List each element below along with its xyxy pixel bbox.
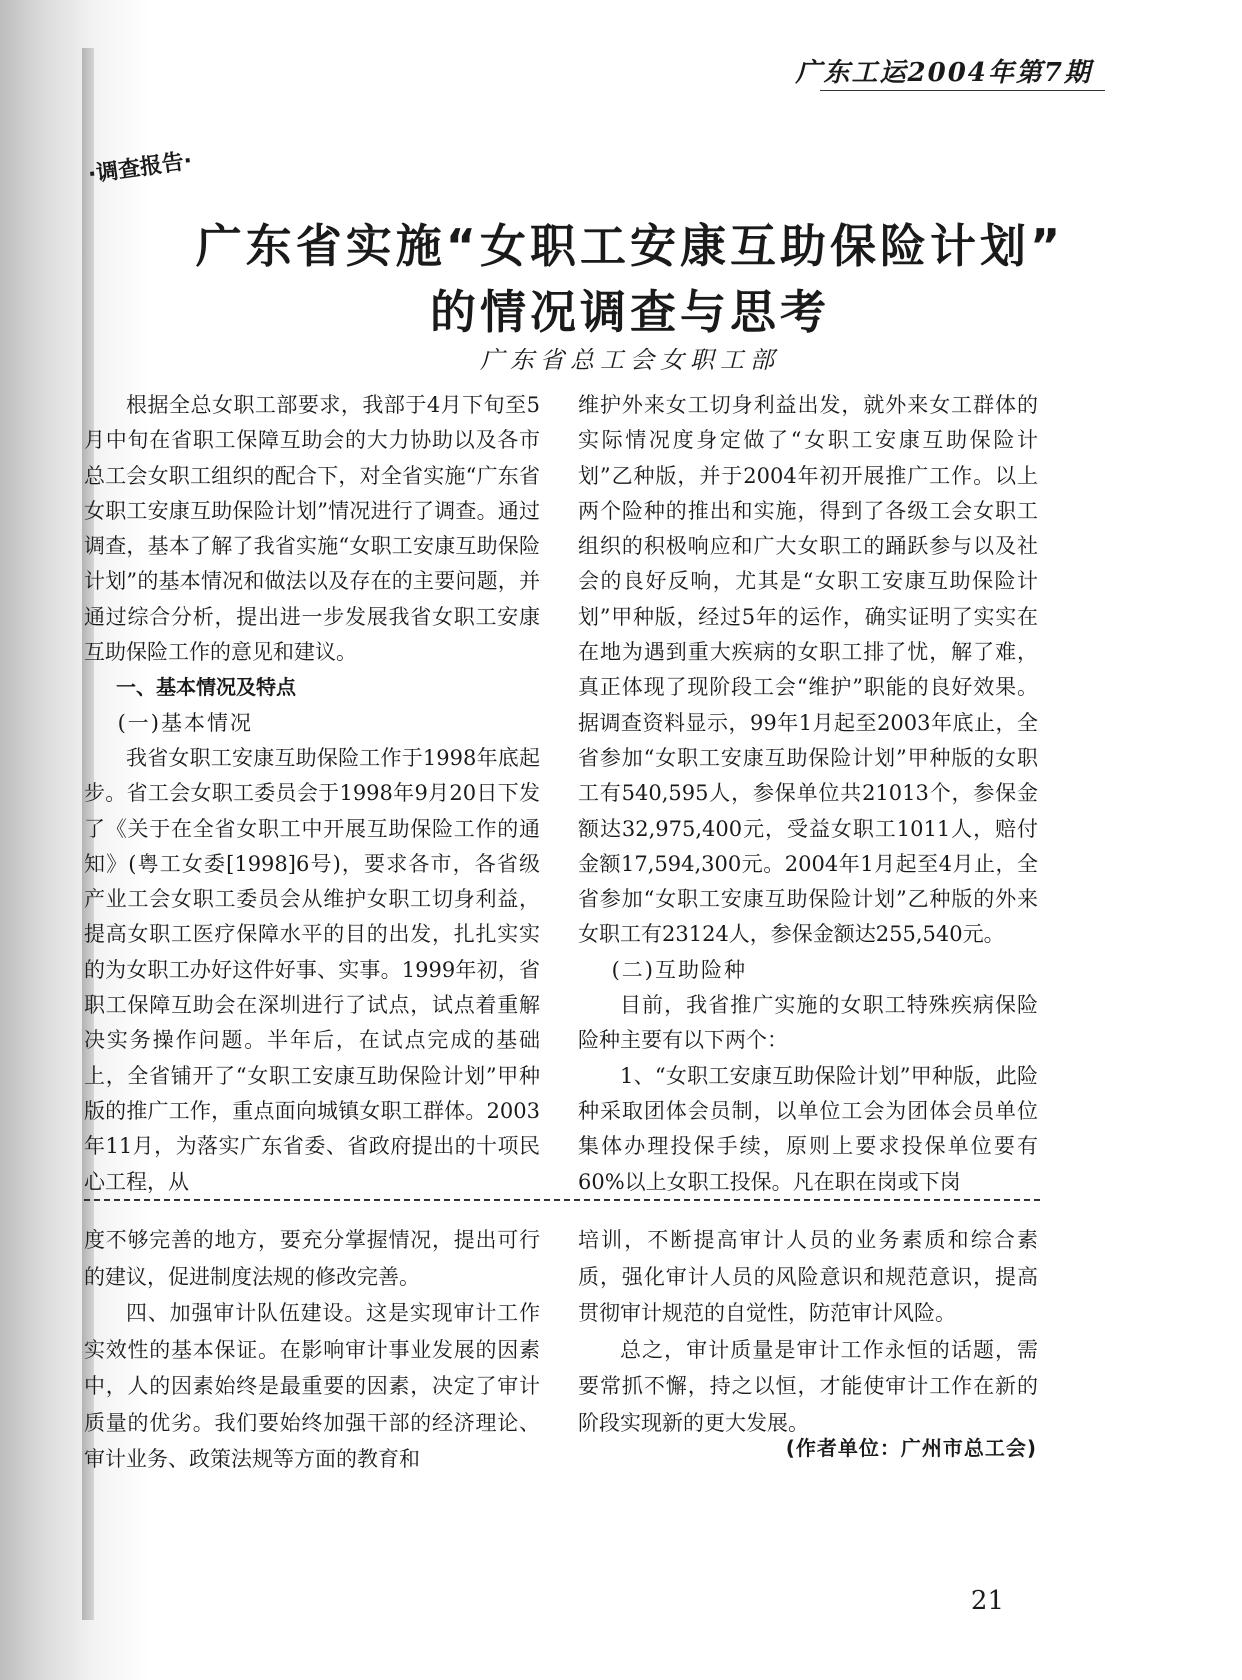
paragraph: 目前，我省推广实施的女职工特殊疾病保险险种主要有以下两个： (578, 993, 1038, 1053)
header-rule (820, 90, 1105, 91)
author-unit: (作者单位：广州市总工会) (785, 1436, 1037, 1460)
article-title-line-1: 广东省实施“女职工安康互助保险计划” (195, 219, 1065, 273)
paragraph-continued: 培训，不断提高审计人员的业务素质和综合素质，强化审计人员的风险意识和规范意识，提高贯彻审计规范的自觉性，防范审计风险。 (578, 1228, 1038, 1325)
paragraph: 1、“女职工安康互助保险计划”甲种版，此险种采取团体会员制，以单位工会为团体会员单位集体办理投保手续，原则上要求投保单位要有60%以上女职工投保。凡在职在岗或下岗 (578, 1063, 1038, 1194)
page-number: 21 (970, 1586, 1004, 1616)
paragraph-continued: 度不够完善的地方，要充分掌握情况，提出可行的建议，促进制度法规的修改完善。 (84, 1228, 540, 1289)
article-author: 广东省总工会女职工部 (480, 346, 780, 374)
paragraph: 我省女职工安康互助保险工作于1998年底起步。省工会女职工委员会于1998年9月20日下发了《关于在全省女职工中开展互助保险工作的通知》(粤工女委[1998]6号)，要求各市，各省级产业工会女职工委员会从维护女职工切身利益，提高女职工医疗保障水平的目的出发，扎扎实实的为女职工办好这件好事、实事。1999年初，省职工保障互助会在深圳进行了试点，试点着重解决实务操作问题。半年后，在试点完成的基础上，全省铺开了“女职工安康互助保险计划”甲种版的推广工作，重点面向城镇女职工群体。2003年11月，为落实广东省委、省政府提出的十项民心工程，从 (84, 745, 540, 1194)
paragraph-continued: 维护外来女工切身利益出发，就外来女工群体的实际情况度身定做了“女职工安康互助保险计划”乙种版，并于2004年初开展推广工作。以上两个险种的推出和实施，得到了各级工会女职工组织的积极响应和广大女职工的踊跃参与以及社会的良好反响，尤其是“女职工安康互助保险计划”甲种版，经过5年的运作，确实证明了实实在在地为遇到重大疾病的女职工排了忧，解了难，真正体现了现阶段工会“维护”职能的良好效果。据调查资料显示，99年1月起至2003年底止，全省参加“女职工安康互助保险计划”甲种版的女职工有540,595人，参保单位共21013个，参保金额达32,975,400元，受益女职工1011人，赔付金额17,594,300元。2004年1月起至4月止，全省参加“女职工安康互助保险计划”乙种版的外来女职工有23124人，参保金额达255,540元。 (578, 393, 1038, 947)
prev-article-column-right (578, 1222, 1038, 1441)
subsection-heading: (二)互助险种 (611, 957, 747, 982)
article-title-line-2: 的情况调查与思考 (430, 285, 830, 339)
section-tag: ·调查报告· (86, 148, 194, 188)
subsection-heading: (一)基本情况 (117, 710, 253, 735)
paragraph: 根据全总女职工部要求，我部于4月下旬至5月中旬在省职工保障互助会的大力协助以及各市总工会女职工组织的配合下，对全省实施“广东省女职工安康互助保险计划”情况进行了调查。通过调查，基本了解了我省实施“女职工安康互助保险计划”的基本情况和做法以及存在的主要问题，并通过综合分析，提出进一步发展我省女职工安康互助保险工作的意见和建议。 (84, 393, 540, 665)
article-divider (84, 1199, 1040, 1201)
running-header: 广东工运2004年第7期 (795, 58, 1092, 88)
article-column-left (84, 388, 540, 1200)
section-heading: 一、基本情况及特点 (116, 675, 296, 700)
paragraph: 总之，审计质量是审计工作永恒的话题，需要常抓不懈，持之以恒，才能使审计工作在新的阶段实现新的更大发展。 (578, 1337, 1038, 1435)
paragraph: 四、加强审计队伍建设。这是实现审计工作实效性的基本保证。在影响审计事业发展的因素中，人的因素始终是最重要的因素，决定了审计质量的优劣。我们要始终加强干部的经济理论、审计业务、政策法规等方面的教育和 (84, 1301, 540, 1471)
article-column-right (578, 388, 1038, 1200)
prev-article-column-left (84, 1222, 540, 1478)
